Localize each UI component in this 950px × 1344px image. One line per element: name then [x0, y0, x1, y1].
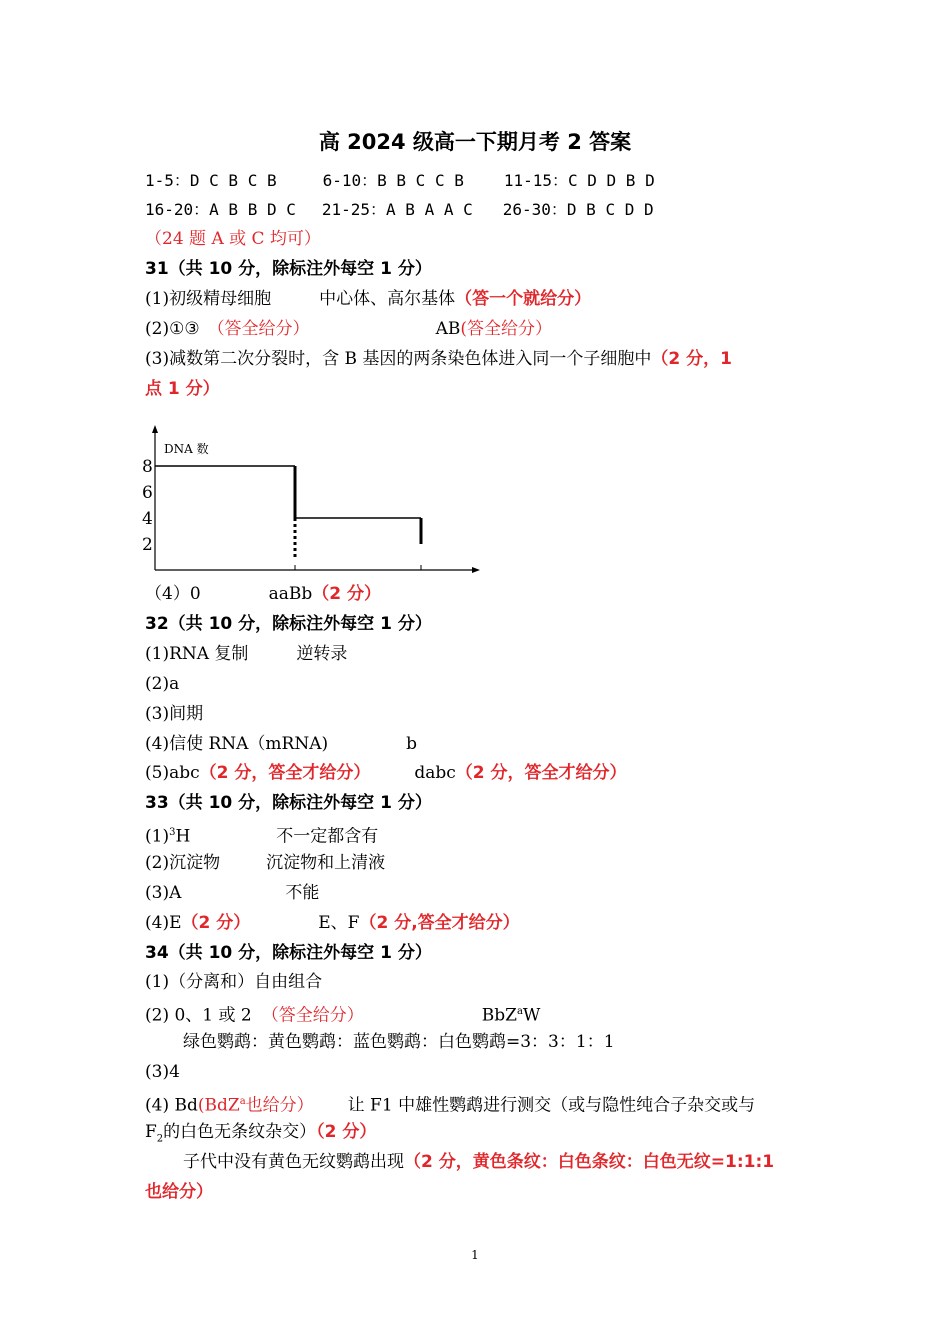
answer-text: 不一定都含有 [276, 826, 379, 847]
scoring-note: （2 分，答全才给分） [199, 763, 371, 783]
scoring-note: （2 分，黄色条纹：白色条纹：白色无纹=1:1:1 [404, 1152, 775, 1172]
q34-answer-4 [145, 1090, 755, 1118]
page-title: 高 2024 级高一下期月考 2 答案 [318, 130, 632, 154]
answer-text: (2) 0、1 或 2 [145, 1005, 252, 1026]
q34-ratio: 绿色鹦鹉：黄色鹦鹉：蓝色鹦鹉：白色鹦鹉=3：3：1：1 [183, 1032, 615, 1052]
answer-text: 沉淀物和上清液 [266, 853, 386, 873]
answer-text: (2)①③ [145, 319, 200, 339]
answer-text: (4)信使 RNA（mRNA) [145, 734, 329, 754]
y-tick-labels [142, 457, 153, 555]
q34-answer-1: (1)（分离和）自由组合 [145, 972, 323, 992]
q34-answer-4-cont [145, 1120, 376, 1151]
chart-series [155, 466, 421, 570]
q31-answer-2 [145, 317, 552, 341]
q34-answer-3: (3)4 [145, 1062, 180, 1082]
answer-text: (1) [145, 826, 170, 847]
superscript: 3 [169, 827, 176, 838]
mc-group: 6-10：B B C C B [322, 171, 464, 190]
answer-text: 的白色无条纹杂交） [163, 1122, 317, 1142]
superscript: a [516, 1006, 523, 1017]
answer-text: 让 F1 中雄性鹦鹉进行测交（或与隐性纯合子杂交或与 [347, 1095, 756, 1116]
q32-answer-3: (3)间期 [145, 704, 204, 724]
answer-text: (4) Bd [145, 1095, 198, 1116]
q32-answer-4 [145, 732, 417, 756]
answer-text: W [522, 1005, 541, 1026]
scoring-note: （2 分） [316, 1122, 377, 1142]
mc-group: 1-5：D C B C B [145, 171, 277, 190]
q31-answer-3 [145, 347, 732, 371]
answer-text: 不能 [285, 883, 320, 903]
scoring-note: （2 分,答全才给分） [359, 913, 520, 933]
scoring-note: （答全给分） [207, 319, 310, 339]
answer-text: H [175, 826, 191, 847]
answer-text: (5)abc [145, 763, 200, 783]
scoring-note: （2 分，答全才给分） [455, 763, 627, 783]
scoring-note: （2 分，1 [651, 349, 732, 369]
chart-axes [152, 425, 480, 573]
mc-row-2 [145, 198, 654, 222]
q31-answer-4 [145, 582, 381, 606]
scoring-note: (答全给分） [460, 319, 552, 339]
q33-answer-3 [145, 881, 319, 905]
answer-text: (3)A [145, 883, 182, 903]
q31-answer-1 [145, 287, 591, 311]
q34-answer-2 [145, 1000, 540, 1028]
q32-answer-5 [145, 761, 627, 785]
answer-text: AB [435, 319, 461, 339]
mc-row-1 [145, 169, 655, 193]
subscript: 2 [156, 1133, 164, 1145]
mc-group: 16-20：A B B D C [145, 200, 296, 219]
y-tick-label: 2 [142, 535, 153, 555]
x-axis-arrow [472, 567, 480, 573]
answer-text: (1)初级精母细胞 [145, 289, 272, 309]
answer-text: (1)RNA 复制 [145, 644, 249, 664]
q34-answer-4-result [183, 1150, 774, 1174]
scoring-note-post: 也给分） [245, 1095, 314, 1116]
scoring-note: 点 1 分） [145, 379, 220, 399]
scoring-note: （2 分） [312, 584, 382, 604]
q33-answer-2 [145, 851, 385, 875]
answer-text: dabc [414, 763, 456, 783]
scoring-note: （答一个就给分） [455, 289, 592, 309]
y-axis-arrow [152, 425, 158, 433]
mc-group: 21-25：A B A A C [321, 200, 473, 219]
scoring-note: 也给分） [145, 1182, 213, 1202]
q33-answer-1 [145, 821, 378, 849]
answer-text: b [406, 734, 418, 754]
y-axis-label: DNA 数 [164, 442, 209, 456]
mc-group: 11-15：C D D B D [503, 171, 655, 190]
answer-text: (2)沉淀物 [145, 853, 221, 873]
q32-heading: 32（共 10 分，除标注外每空 1 分） [145, 614, 432, 634]
answer-text: E、F [318, 913, 360, 933]
q33-heading: 33（共 10 分，除标注外每空 1 分） [145, 793, 432, 813]
y-tick-label: 8 [142, 457, 153, 477]
answer-text: 逆转录 [296, 644, 348, 664]
page-number: 1 [471, 1248, 479, 1262]
scoring-note: （2 分） [181, 913, 251, 933]
answer-text: （4）0 [145, 584, 201, 604]
answer-text: aaBb [268, 584, 313, 604]
answer-text: 子代中没有黄色无纹鹦鹉出现 [183, 1152, 404, 1172]
y-tick-label: 4 [142, 509, 153, 529]
answer-text: F [145, 1122, 157, 1142]
mc-note: （24 题 A 或 C 均可） [145, 229, 321, 249]
scoring-note-pre: (BdZ [197, 1095, 240, 1116]
superscript: a [239, 1096, 246, 1107]
scoring-note: （答全给分） [261, 1005, 364, 1026]
dna-chart [140, 422, 490, 577]
answer-text: 中心体、高尔基体 [319, 289, 456, 309]
q34-heading: 34（共 10 分，除标注外每空 1 分） [145, 943, 432, 963]
answer-text: (4)E [145, 913, 182, 933]
q31-heading: 31（共 10 分，除标注外每空 1 分） [145, 259, 432, 279]
y-tick-label: 6 [142, 483, 153, 503]
q32-answer-1 [145, 642, 347, 666]
q32-answer-2: (2)a [145, 674, 180, 694]
mc-group: 26-30：D B C D D [502, 200, 654, 219]
q33-answer-4 [145, 911, 520, 935]
answer-text: (3)减数第二次分裂时，含 B 基因的两条染色体进入同一个子细胞中 [145, 349, 652, 369]
answer-text: BbZ [481, 1005, 517, 1026]
